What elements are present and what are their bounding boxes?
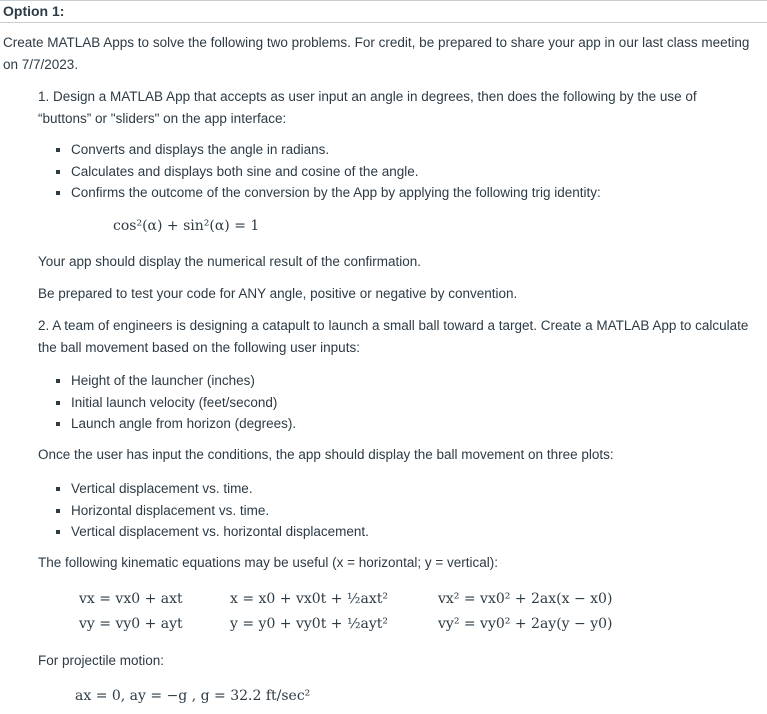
projectile-equation: ax = 0, ay = −g , g = 32.2 ft/sec² bbox=[75, 688, 311, 704]
trig-identity: cos²(α) + sin²(α) = 1 bbox=[113, 218, 260, 234]
list-item: Vertical displacement vs. horizontal displacement. bbox=[56, 521, 369, 543]
problem-1-bullets bbox=[56, 139, 601, 204]
list-item: Converts and displays the angle in radians. bbox=[56, 139, 601, 161]
equation-position-y: y = y0 + vy0t + ½ayt² bbox=[230, 616, 389, 632]
problem-1-note-1: Your app should display the numerical result of the confirmation. bbox=[38, 254, 421, 269]
equation-velocity-squared-y: vy² = vy0² + 2ay(y − y0) bbox=[438, 616, 613, 632]
problem-1-note-2: Be prepared to test your code for ANY angle, positive or negative by convention. bbox=[38, 286, 518, 301]
list-item: Vertical displacement vs. time. bbox=[56, 478, 369, 500]
equation-velocity-y: vy = vy0 + ayt bbox=[79, 616, 183, 632]
equation-velocity-x: vx = vx0 + axt bbox=[79, 591, 183, 607]
intro-paragraph: Create MATLAB Apps to solve the following two problems. For credit, be prepared to share your app in our last class meeting on 7/7/2023. bbox=[3, 35, 750, 72]
problem-2-text: 2. A team of engineers is designing a catapult to launch a small ball toward a target. Create a MATLAB App to calculate the ball movement based on the following user inputs: bbox=[38, 318, 749, 355]
list-item: Launch angle from horizon (degrees). bbox=[56, 413, 296, 435]
list-item: Initial launch velocity (feet/second) bbox=[56, 392, 296, 414]
problem-2-inputs bbox=[56, 370, 296, 435]
plots-list bbox=[56, 478, 369, 543]
section-heading: Option 1: bbox=[0, 0, 767, 23]
list-item: Horizontal displacement vs. time. bbox=[56, 500, 369, 522]
list-item: Calculates and displays both sine and cosine of the angle. bbox=[56, 161, 601, 183]
equation-velocity-squared-x: vx² = vx0² + 2ax(x − x0) bbox=[438, 591, 613, 607]
list-item: Confirms the outcome of the conversion by the App by applying the following trig identity: bbox=[56, 182, 601, 204]
list-item: Height of the launcher (inches) bbox=[56, 370, 296, 392]
equation-position-x: x = x0 + vx0t + ½axt² bbox=[230, 591, 388, 607]
kinematics-intro: The following kinematic equations may be useful (x = horizontal; y = vertical): bbox=[38, 555, 498, 570]
problem-1-text: 1. Design a MATLAB App that accepts as user input an angle in degrees, then does the following by the use of “buttons” or "sliders" on the app interface: bbox=[38, 89, 697, 126]
projectile-label: For projectile motion: bbox=[38, 653, 165, 668]
plots-intro: Once the user has input the conditions, the app should display the ball movement on three plots: bbox=[38, 447, 614, 462]
